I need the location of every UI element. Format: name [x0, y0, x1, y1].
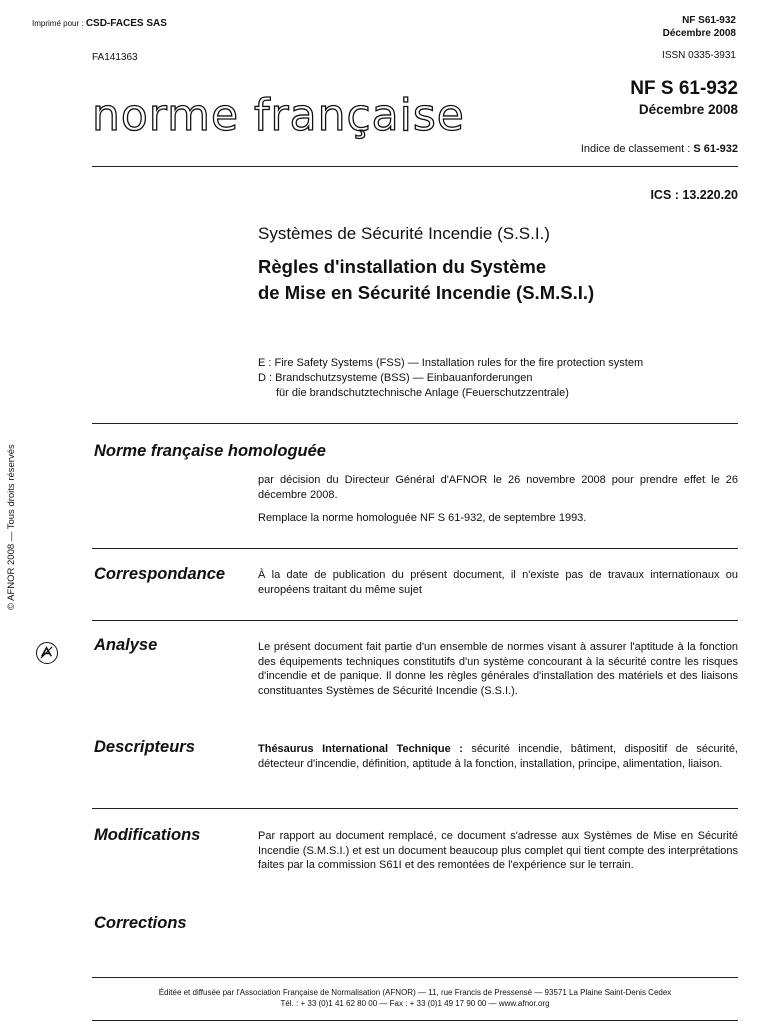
section-title-analyse: Analyse: [94, 636, 158, 654]
section-title-correspondance: Correspondance: [94, 565, 226, 583]
rule-before-modifications: [92, 808, 738, 809]
homologuee-text-1: par décision du Directeur Général d'AFNOR le 26 novembre 2008 pour prendre effet le 26 décembre 2008.: [258, 474, 738, 501]
translation-de-2: für die brandschutztechnische Anlage (Feuerschutzzentrale): [276, 387, 569, 399]
title-line-2: Règles d'installation du Système: [258, 256, 547, 277]
header-rule: [92, 166, 738, 167]
reference-code: FA141363: [92, 52, 138, 63]
rule-before-footer: [92, 977, 738, 978]
footer-line-2: Tél. : + 33 (0)1 41 62 80 00 — Fax : + 33 (0)1 49 17 90 00 — www.afnor.org: [280, 999, 550, 1008]
printed-for-name: CSD-FACES SAS: [85, 18, 167, 29]
section-title-homologuee: Norme française homologuée: [94, 442, 326, 460]
title-line-1: Systèmes de Sécurité Incendie (S.S.I.): [258, 224, 550, 243]
afnor-logo-icon: [36, 642, 58, 664]
rule-before-homologuee: [92, 423, 738, 424]
ics-code: ICS : 13.220.20: [650, 188, 738, 202]
classification-label: Indice de classement :: [580, 143, 691, 155]
translation-en: E : Fire Safety Systems (FSS) — Installation rules for the fire protection system: [258, 357, 644, 369]
top-norm-date: Décembre 2008: [662, 28, 736, 39]
rule-before-analyse: [92, 620, 738, 621]
rule-bottom: [92, 1020, 738, 1021]
norm-date: Décembre 2008: [638, 102, 738, 117]
modifications-text: Par rapport au document remplacé, ce document s'adresse aux Systèmes de Mise en Sécurité Incendie (S.M.S.I.) et est un document beaucoup plus complet qui tient compte des interprétations faites par la commission S61I et des remontées de l'expérience sur le terrain.: [258, 830, 738, 872]
section-title-descripteurs: Descripteurs: [94, 738, 195, 756]
printed-for: [32, 18, 167, 29]
classification-value: S 61-932: [693, 143, 738, 155]
analyse-text: Le présent document fait partie d'un ensemble de normes visant à assurer l'aptitude à la fonction des équipements techniques constitutifs d'un système concourant à la sécurité contre les risques d'incendie et de panique. Il donne les règles générales d'installation des matériels et des liaisons constituantes Systèmes de Sécurité Incendie (S.S.I.).: [258, 641, 738, 697]
issn: ISSN 0335-3931: [662, 50, 736, 61]
side-copyright: © AFNOR 2008 — Tous droits réservés: [6, 444, 17, 610]
footer-line-1: Éditée et diffusée par l'Association Française de Normalisation (AFNOR) — 11, rue Francis de Pressensé — 93571 La Plaine Saint-Denis Cedex: [158, 988, 672, 997]
section-title-corrections: Corrections: [94, 914, 187, 932]
translation-de-1: D : Brandschutzsysteme (BSS) — Einbauanforderungen: [258, 372, 533, 384]
title-line-3: de Mise en Sécurité Incendie (S.M.S.I.): [258, 282, 595, 303]
norm-code: NF S 61-932: [630, 78, 738, 99]
descripteurs-keywords: sécurité incendie, bâtiment, dispositif de sécurité, détecteur d'incendie, définition, aptitude à la fonction, installation, principe, alimentation, liaison.: [258, 743, 738, 770]
section-title-modifications: Modifications: [94, 826, 201, 844]
top-norm-code: NF S61-932: [682, 15, 736, 26]
brand-title: norme française: [92, 90, 465, 141]
descripteurs-text: [258, 742, 738, 771]
classification-index: [581, 143, 738, 155]
homologuee-text-2: Remplace la norme homologuée NF S 61-932, de septembre 1993.: [258, 512, 587, 524]
descripteurs-lead: Thésaurus International Technique :: [258, 743, 463, 755]
printed-for-label: Imprimé pour :: [32, 19, 84, 28]
correspondance-text: À la date de publication du présent document, il n'existe pas de travaux internationaux ou européens traitant du même sujet: [258, 569, 738, 596]
rule-before-correspondance: [92, 548, 738, 549]
